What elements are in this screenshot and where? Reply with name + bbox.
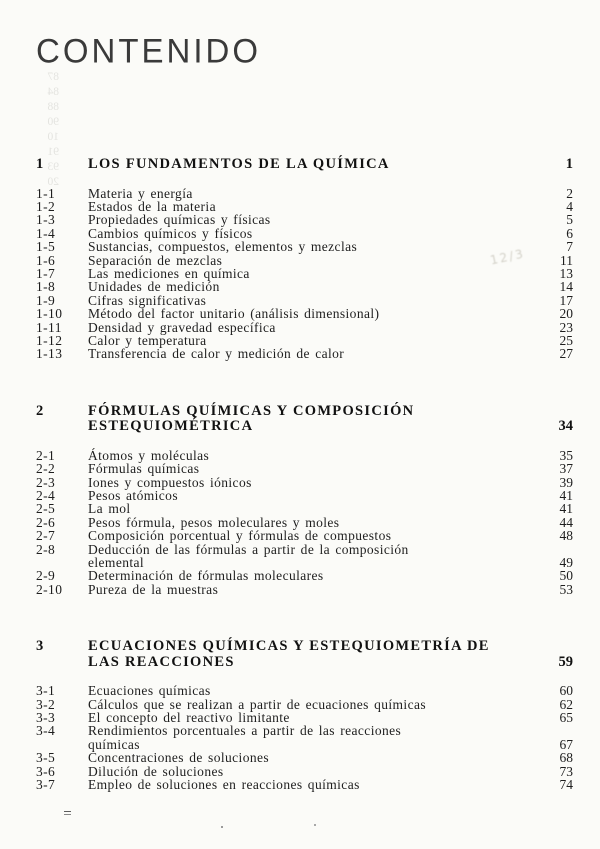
bleed-through-number: 10: [47, 131, 59, 143]
section-heading: [36, 404, 573, 435]
entry-title: [88, 698, 527, 711]
toc-section: [36, 404, 573, 596]
bleed-through-number: 84: [47, 86, 59, 98]
toc-row: [36, 583, 573, 596]
toc-row: [36, 213, 573, 226]
entry-title: [88, 569, 527, 582]
title-line: elemental: [88, 555, 145, 571]
entry-title: [88, 684, 527, 697]
chapter-page-number: 59: [558, 653, 573, 670]
title-line: Dilución de soluciones: [88, 763, 224, 779]
entry-number: 2-7: [36, 528, 56, 544]
entry-number: 1-2: [36, 198, 56, 214]
title-line: Pesos fórmula, pesos moleculares y moles: [88, 514, 340, 530]
title-line: Átomos y moléculas: [88, 447, 210, 463]
entry-page-number: 44: [559, 514, 573, 530]
entry-title: [88, 280, 527, 293]
entry-number: 1-4: [36, 225, 56, 241]
title-line: Determinación de fórmulas moleculares: [88, 568, 324, 584]
entry-number: 2-6: [36, 514, 56, 530]
entry-page-number: 7: [566, 239, 573, 255]
entry-page-number: 53: [559, 581, 573, 597]
bleed-through-number: 88: [47, 101, 59, 113]
entry-number: 1-11: [36, 319, 62, 335]
section-heading: [36, 639, 573, 670]
toc-row: [36, 307, 573, 320]
entry-page-number: 49: [559, 555, 573, 571]
entry-number: 1-3: [36, 212, 56, 228]
entry-page-number: 14: [559, 279, 573, 295]
title-line: Las mediciones en química: [88, 265, 250, 281]
entry-number: 3-3: [36, 710, 56, 726]
entry-page-number: 27: [559, 346, 573, 362]
entry-number: 1-7: [36, 265, 56, 281]
toc-row: [36, 347, 573, 360]
entry-title: [88, 583, 527, 596]
entry-title: [88, 254, 527, 267]
entry-page-number: 62: [559, 696, 573, 712]
toc-row: [36, 529, 573, 542]
title-line: Calor y temperatura: [88, 332, 207, 348]
title-line: Sustancias, compuestos, elementos y mezclas: [88, 239, 358, 255]
toc-row: [36, 711, 573, 724]
entry-page-number: 73: [559, 763, 573, 779]
toc-row: [36, 698, 573, 711]
pencil-smudge-mark: 12/3: [488, 246, 527, 268]
bleed-through-number: 20: [47, 176, 59, 188]
entry-title: [88, 307, 527, 320]
entry-number: 1-8: [36, 279, 56, 295]
entry-page-number: 68: [559, 750, 573, 766]
entry-title: [88, 347, 527, 360]
title-line: Rendimientos porcentuales a partir de las reacciones: [88, 723, 402, 739]
title-line: Fórmulas químicas: [88, 461, 200, 477]
chapter-title: [88, 157, 527, 173]
chapter-number: 3: [36, 638, 45, 655]
entry-title: [88, 489, 527, 502]
entry-number: 2-1: [36, 447, 56, 463]
entry-title: [88, 462, 527, 475]
section-entries: [36, 684, 573, 791]
title-line: Cifras significativas: [88, 292, 207, 308]
title-line: ECUACIONES QUÍMICAS Y ESTEQUIOMETRÍA DE: [88, 638, 490, 655]
toc-row: [36, 751, 573, 764]
toc-row: [36, 321, 573, 334]
title-line: El concepto del reactivo limitante: [88, 710, 290, 726]
title-line: Deducción de las fórmulas a partir de la composición: [88, 541, 409, 557]
title-line: Materia y energía: [88, 185, 193, 201]
entry-number: 2-2: [36, 461, 56, 477]
toc-row: [36, 449, 573, 462]
title-line: Densidad y gravedad específica: [88, 319, 276, 335]
entry-number: 2-5: [36, 501, 56, 517]
entry-page-number: 35: [559, 447, 573, 463]
toc-row: [36, 476, 573, 489]
title-line: Método del factor unitario (análisis dimensional): [88, 306, 380, 322]
entry-page-number: 20: [559, 306, 573, 322]
entry-number: 3-7: [36, 777, 56, 793]
title-line: Iones y compuestos iónicos: [88, 474, 252, 490]
entry-title: [88, 516, 527, 529]
chapter-number: 2: [36, 402, 45, 419]
entry-title: [88, 502, 527, 515]
entry-number: 3-6: [36, 763, 56, 779]
entry-number: 2-9: [36, 568, 56, 584]
entry-title: [88, 724, 527, 751]
entry-page-number: 6: [566, 225, 573, 241]
entry-number: 1-13: [36, 346, 63, 362]
entry-page-number: 60: [559, 683, 573, 699]
title-line: Ecuaciones químicas: [88, 683, 211, 699]
title-line: Concentraciones de soluciones: [88, 750, 270, 766]
chapter-page-number: 34: [558, 418, 573, 435]
entry-number: 2-4: [36, 488, 56, 503]
title-line: LAS REACCIONES: [88, 653, 235, 670]
entry-number: 2-10: [36, 581, 63, 597]
entry-page-number: 39: [559, 474, 573, 490]
title-line: Unidades de medición: [88, 279, 220, 295]
toc-row: [36, 543, 573, 570]
title-line: Separación de mezclas: [88, 252, 223, 268]
toc-row: [36, 240, 573, 253]
bleed-through-number: 93: [47, 161, 59, 173]
scan-speck: [64, 811, 71, 815]
entry-page-number: 25: [559, 332, 573, 348]
entry-title: [88, 227, 527, 240]
title-line: Composición porcentual y fórmulas de compuestos: [88, 528, 392, 544]
entry-number: 3-2: [36, 696, 56, 712]
entry-title: [88, 765, 527, 778]
entry-page-number: 41: [559, 501, 573, 517]
entry-page-number: 13: [559, 265, 573, 281]
entry-title: [88, 543, 527, 570]
entry-number: 1-6: [36, 252, 56, 268]
toc-row: [36, 280, 573, 293]
entry-number: 2-3: [36, 474, 56, 490]
toc-row: [36, 294, 573, 307]
entry-number: 1-1: [36, 185, 56, 201]
entry-page-number: 11: [560, 252, 573, 268]
entry-page-number: 50: [559, 568, 573, 584]
entry-number: 3-5: [36, 750, 56, 766]
toc-row: [36, 778, 573, 791]
entry-title: [88, 529, 527, 542]
entry-number: 1-5: [36, 239, 56, 255]
title-line: FÓRMULAS QUÍMICAS Y COMPOSICIÓN: [88, 402, 415, 419]
entry-title: [88, 213, 527, 226]
entry-title: [88, 240, 527, 253]
bleed-through-number: 90: [47, 116, 59, 128]
entry-page-number: 17: [559, 292, 573, 308]
toc-row: [36, 684, 573, 697]
toc-row: [36, 334, 573, 347]
toc-section: [36, 639, 573, 791]
chapter-page-number: 1: [565, 156, 573, 172]
chapter-number: 1: [36, 156, 45, 172]
title-line: Pureza de la muestras: [88, 581, 219, 597]
entry-title: [88, 267, 527, 280]
entry-page-number: 74: [559, 777, 573, 793]
title-line: Propiedades químicas y físicas: [88, 212, 271, 228]
toc-row: [36, 187, 573, 200]
toc-row: [36, 502, 573, 515]
entry-title: [88, 751, 527, 764]
title-line: Empleo de soluciones en reacciones químicas: [88, 777, 360, 793]
section-heading: [36, 157, 573, 173]
toc-row: [36, 569, 573, 582]
toc-row: [36, 227, 573, 240]
entry-number: 1-12: [36, 332, 63, 348]
title-line: Cambios químicos y físicos: [88, 225, 253, 241]
title-line: ESTEQUIOMÉTRICA: [88, 418, 254, 435]
title-line: La mol: [88, 501, 131, 517]
page-title: CONTENIDO: [36, 31, 261, 70]
toc-row: [36, 724, 573, 751]
toc-row: [36, 267, 573, 280]
entry-title: [88, 187, 527, 200]
bleed-through-number: 91: [47, 146, 59, 158]
chapter-title: [88, 404, 527, 435]
title-line: Estados de la materia: [88, 198, 216, 214]
entry-title: [88, 294, 527, 307]
entry-page-number: 41: [559, 488, 573, 503]
entry-title: [88, 321, 527, 334]
entry-title: [88, 476, 527, 489]
title-line: LOS FUNDAMENTOS DE LA QUÍMICA: [88, 156, 390, 172]
toc-row: [36, 200, 573, 213]
entry-number: 1-10: [36, 306, 63, 322]
entry-title: [88, 778, 527, 791]
page-content: [36, 0, 573, 792]
entry-title: [88, 334, 527, 347]
section-entries: [36, 449, 573, 596]
entry-page-number: 23: [559, 319, 573, 335]
entry-number: 3-4: [36, 723, 56, 739]
entry-title: [88, 200, 527, 213]
title-line: Cálculos que se realizan a partir de ecuaciones químicas: [88, 696, 427, 712]
entry-title: [88, 711, 527, 724]
chapter-title: [88, 639, 527, 670]
title-line: Pesos atómicos: [88, 488, 178, 503]
title-line: Transferencia de calor y medición de calor: [88, 346, 345, 362]
entry-page-number: 67: [559, 736, 573, 752]
entry-number: 2-8: [36, 541, 56, 557]
entry-title: [88, 449, 527, 462]
toc-row: [36, 765, 573, 778]
entry-page-number: 48: [559, 528, 573, 544]
entry-page-number: 65: [559, 710, 573, 726]
toc-row: [36, 462, 573, 475]
scan-speck: [221, 826, 223, 828]
section-entries: [36, 187, 573, 361]
title-line: químicas: [88, 736, 140, 752]
toc-row: [36, 516, 573, 529]
toc-row: [36, 489, 573, 502]
scan-speck: [314, 824, 316, 826]
entry-page-number: 2: [566, 185, 573, 201]
entry-page-number: 4: [566, 198, 573, 214]
entry-number: 3-1: [36, 683, 56, 699]
bleed-through-number: 87: [47, 71, 59, 83]
entry-page-number: 5: [566, 212, 573, 228]
entry-page-number: 37: [559, 461, 573, 477]
entry-number: 1-9: [36, 292, 56, 308]
